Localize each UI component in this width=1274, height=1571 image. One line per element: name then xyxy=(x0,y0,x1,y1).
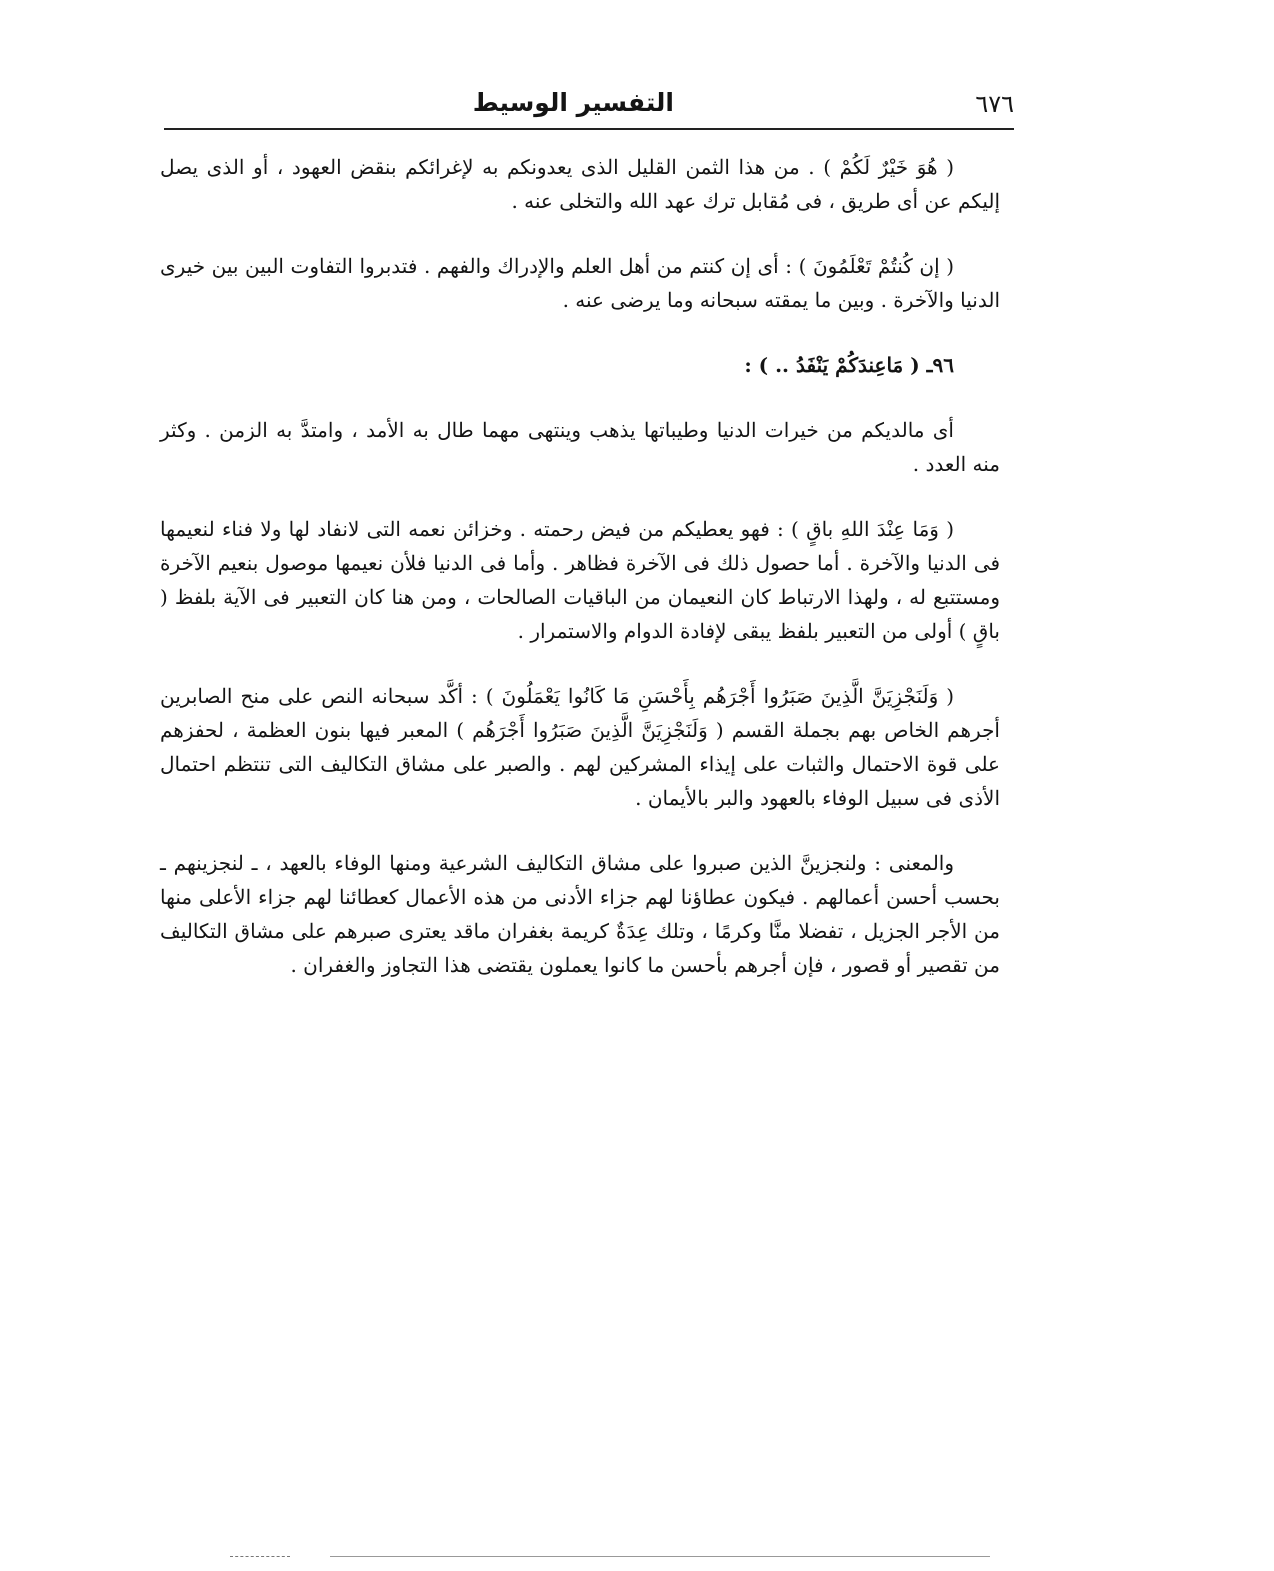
page-number: ٦٧٦ xyxy=(975,90,1014,118)
paragraph: والمعنى : ولنجزينَّ الذين صبروا على مشاق التكاليف الشرعية ومنها الوفاء بالعهد ، ـ لنجزينهم ـ بحسب أحسن أعمالهم . فيكون عطاؤنا لهم جزاء الأدنى من هذه الأعمال كعطائنا لهم جزاء الأعلى منها من الأجر الجزيل ، تفضلا منَّا وكرمًا ، وتلك عِدَةٌ كريمة بغفران ماقد يعترى صبرهم على مشاق التكاليف من تقصير أو قصور ، فإن أجرهم بأحسن ما كانوا يعملون يقتضى هذا التجاوز والغفران . xyxy=(160,851,1000,977)
paragraph: ( هُوَ خَيْرٌ لَكُمْ ) . من هذا الثمن القليل الذى يعدونكم به لإغرائكم بنقض العهود ، أو الذى يصل إليكم عن أى طريق ، فى مُقابل ترك عهد الله والتخلى عنه . xyxy=(160,155,1000,213)
paragraph: ( وَمَا عِنْدَ اللهِ باقٍ ) : فهو يعطيكم من فيض رحمته . وخزائن نعمه التى لانفاد لها ولا فناء لنعيمها فى الدنيا والآخرة . أما حصول ذلك فى الآخرة فظاهر . وأما فى الدنيا فلأن نعيمها موصول بنعيم الآخرة ومستتبع له ، ولهذا الارتباط كان النعيمان من الباقيات الصالحات ، ومن هنا كان التعبير فى الآية بلفظ ( باقٍ ) أولى من التعبير بلفظ يبقى لإفادة الدوام والاستمرار . xyxy=(160,517,1000,643)
bottom-rule-right xyxy=(330,1556,990,1557)
paragraph: أى مالديكم من خيرات الدنيا وطيباتها يذهب وينتهى مهما طال به الأمد ، وامتدَّ به الزمن . وكثر منه العدد . xyxy=(160,418,1000,476)
page-header xyxy=(164,86,1014,130)
paragraph: ( إن كُنتُمْ تَعْلَمُونَ ) : أى إن كنتم من أهل العلم والإدراك والفهم . فتدبروا التفاوت البين بين خيرى الدنيا والآخرة . وبين ما يمقته سبحانه وما يرضى عنه . xyxy=(160,254,1000,312)
verse-heading: ٩٦ـ ( مَاعِندَكُمْ يَنْفَدُ .. ) : xyxy=(744,353,954,377)
bottom-rule-left xyxy=(230,1556,290,1557)
text-body xyxy=(160,150,1000,982)
running-title: التفسير الوسيط xyxy=(472,88,674,117)
paragraph: ( وَلَنَجْزِيَنَّ الَّذِينَ صَبَرُوا أَجْرَهُم بِأَحْسَنِ مَا كَانُوا يَعْمَلُونَ ) : أكَّد سبحانه النص على منح الصابرين أجرهم الخاص بهم بجملة القسم ( وَلَنَجْزِيَنَّ الَّذِينَ صَبَرُوا أَجْرَهُم ) المعبر فيها بنون العظمة ، لحفزهم على قوة الاحتمال والثبات على إيذاء المشركين لهم . والصبر على مشاق التكاليف التى تنتظم احتمال الأذى فى سبيل الوفاء بالعهود والبر بالأيمان . xyxy=(160,684,1000,810)
